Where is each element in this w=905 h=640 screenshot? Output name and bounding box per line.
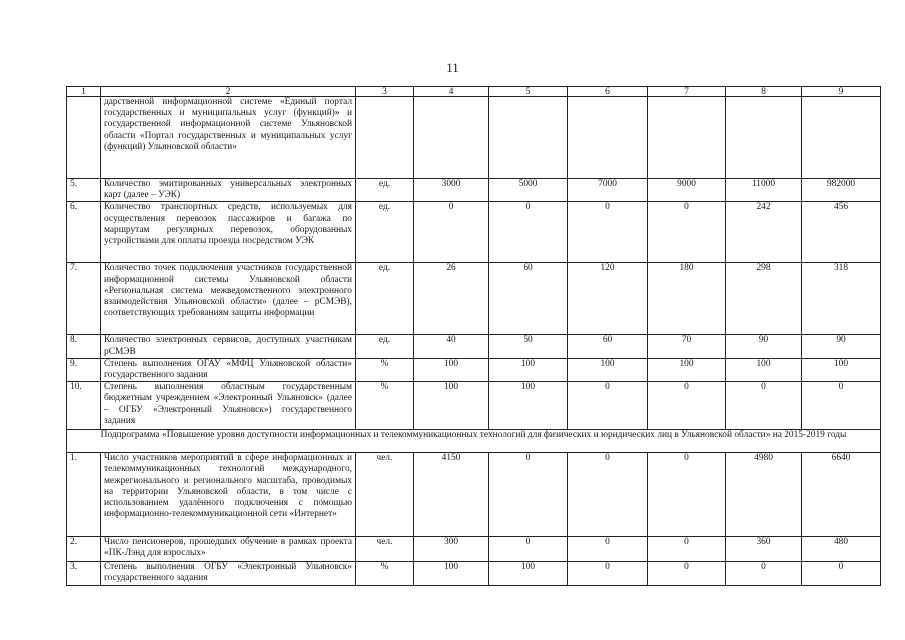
value-cell: 100	[489, 562, 568, 586]
value-cell: 100	[489, 358, 568, 381]
value-cell: 100	[414, 358, 489, 381]
row-number	[67, 97, 101, 179]
table-row	[67, 358, 881, 381]
value-cell: 982000	[802, 179, 881, 202]
value-cell: 40	[414, 335, 489, 358]
header-row	[67, 87, 881, 97]
value-cell: 26	[414, 263, 489, 335]
unit-cell: чел.	[356, 453, 414, 537]
row-number: 1.	[67, 453, 101, 537]
unit-cell: %	[356, 562, 414, 586]
value-cell: 0	[489, 453, 568, 537]
value-cell: 0	[648, 562, 726, 586]
header-cell: 5	[489, 87, 568, 97]
unit-cell: %	[356, 382, 414, 430]
row-number: 5.	[67, 179, 101, 202]
value-cell: 90	[726, 335, 802, 358]
value-cell: 100	[726, 358, 802, 381]
value-cell: 456	[802, 202, 881, 263]
value-cell	[568, 97, 648, 179]
row-number: 10.	[67, 382, 101, 430]
value-cell: 0	[726, 562, 802, 586]
value-cell: 300	[414, 537, 489, 562]
value-cell: 298	[726, 263, 802, 335]
row-number: 6.	[67, 202, 101, 263]
row-number: 9.	[67, 358, 101, 381]
header-cell: 6	[568, 87, 648, 97]
table-row	[67, 537, 881, 562]
value-cell: 0	[568, 453, 648, 537]
value-cell: 0	[489, 202, 568, 263]
indicators-table	[66, 86, 881, 586]
header-cell: 1	[67, 87, 101, 97]
value-cell: 0	[568, 382, 648, 430]
value-cell	[726, 97, 802, 179]
value-cell: 100	[648, 358, 726, 381]
table-row	[67, 263, 881, 335]
unit-cell: ед.	[356, 179, 414, 202]
value-cell: 90	[802, 335, 881, 358]
table-row	[67, 97, 881, 179]
table-row	[67, 179, 881, 202]
value-cell: 70	[648, 335, 726, 358]
page-number: 11	[446, 60, 459, 75]
unit-cell: чел.	[356, 537, 414, 562]
value-cell: 0	[802, 382, 881, 430]
value-cell: 100	[802, 358, 881, 381]
value-cell: 0	[648, 382, 726, 430]
header-cell: 8	[726, 87, 802, 97]
value-cell: 6640	[802, 453, 881, 537]
indicator-name: Число пенсионеров, прошедших обучение в рамках проекта «ПК-Лэнд для взрослых»	[101, 537, 356, 562]
value-cell: 100	[568, 358, 648, 381]
value-cell	[802, 97, 881, 179]
value-cell: 120	[568, 263, 648, 335]
value-cell: 3000	[414, 179, 489, 202]
value-cell: 0	[489, 537, 568, 562]
value-cell: 0	[648, 202, 726, 263]
value-cell: 11000	[726, 179, 802, 202]
header-cell: 9	[802, 87, 881, 97]
value-cell: 180	[648, 263, 726, 335]
indicator-name: Степень выполнения областным государственным бюджетным учреждением «Электронный Ульяновск» (далее – ОГБУ «Электронный Ульяновск») государственного задания	[101, 382, 356, 430]
subprogram-title: Подпрограмма «Повышение уровня доступности информационных и телекоммуникационных технологий для физических и юридических лиц в Ульяновской области» на 2015-2019 годы	[67, 430, 881, 453]
value-cell: 5000	[489, 179, 568, 202]
value-cell: 0	[568, 537, 648, 562]
unit-cell: ед.	[356, 335, 414, 358]
value-cell	[648, 97, 726, 179]
header-cell: 4	[414, 87, 489, 97]
value-cell: 0	[568, 562, 648, 586]
indicator-name: Количество точек подключения участников государственной информационной системы Ульяновской области «Региональная система межведомственного электронного взаимодействия Ульяновской области» (далее – рСМЭВ), соответствующих требованиям защиты информации	[101, 263, 356, 335]
value-cell: 100	[414, 382, 489, 430]
table-row	[67, 562, 881, 586]
row-number: 3.	[67, 562, 101, 586]
value-cell: 242	[726, 202, 802, 263]
indicator-name: Степень выполнения ОГБУ «Электронный Ульяновск» государственного задания	[101, 562, 356, 586]
value-cell: 0	[414, 202, 489, 263]
value-cell: 0	[802, 562, 881, 586]
value-cell: 50	[489, 335, 568, 358]
value-cell: 4150	[414, 453, 489, 537]
indicator-name: Количество электронных сервисов, доступных участникам рСМЭВ	[101, 335, 356, 358]
table-row	[67, 202, 881, 263]
value-cell: 7000	[568, 179, 648, 202]
value-cell: 4980	[726, 453, 802, 537]
indicator-name: дарственной информационной системе «Единый портал государственных и муниципальных услуг (функций)» и государственной информационной системе Ульяновской области «Портал государственных и муниципальных услуг (функций) Ульяновской области»	[101, 97, 356, 179]
row-number: 8.	[67, 335, 101, 358]
table-row	[67, 335, 881, 358]
value-cell: 9000	[648, 179, 726, 202]
value-cell: 100	[489, 382, 568, 430]
header-cell: 3	[356, 87, 414, 97]
value-cell: 60	[489, 263, 568, 335]
value-cell: 480	[802, 537, 881, 562]
header-cell: 7	[648, 87, 726, 97]
indicator-name: Количество транспортных средств, используемых для осуществления перевозок пассажиров и багажа по маршрутам регулярных перевозок, оборудованных устройствами для оплаты проезда посредством УЭК	[101, 202, 356, 263]
row-number: 2.	[67, 537, 101, 562]
value-cell: 0	[726, 382, 802, 430]
value-cell: 60	[568, 335, 648, 358]
unit-cell: ед.	[356, 263, 414, 335]
indicator-name: Степень выполнения ОГАУ «МФЦ Ульяновской области» государственного задания	[101, 358, 356, 381]
value-cell	[489, 97, 568, 179]
header-cell: 2	[101, 87, 356, 97]
subprogram-row	[67, 430, 881, 453]
unit-cell: ед.	[356, 202, 414, 263]
row-number: 7.	[67, 263, 101, 335]
value-cell	[414, 97, 489, 179]
indicator-name: Число участников мероприятий в сфере информационных и телекоммуникационных технологий международного, межрегионального и регионального масштаба, проводимых на территории Ульяновской области, в том числе с использованием удалённого подключения с помощью информационно-телекоммуникационной сети «Интернет»	[101, 453, 356, 537]
unit-cell: %	[356, 358, 414, 381]
value-cell: 0	[648, 537, 726, 562]
value-cell: 100	[414, 562, 489, 586]
value-cell: 360	[726, 537, 802, 562]
table-row	[67, 453, 881, 537]
value-cell: 318	[802, 263, 881, 335]
value-cell: 0	[648, 453, 726, 537]
unit-cell	[356, 97, 414, 179]
value-cell: 0	[568, 202, 648, 263]
indicator-name: Количество эмитированных универсальных электронных карт (далее – УЭК)	[101, 179, 356, 202]
table-row	[67, 382, 881, 430]
